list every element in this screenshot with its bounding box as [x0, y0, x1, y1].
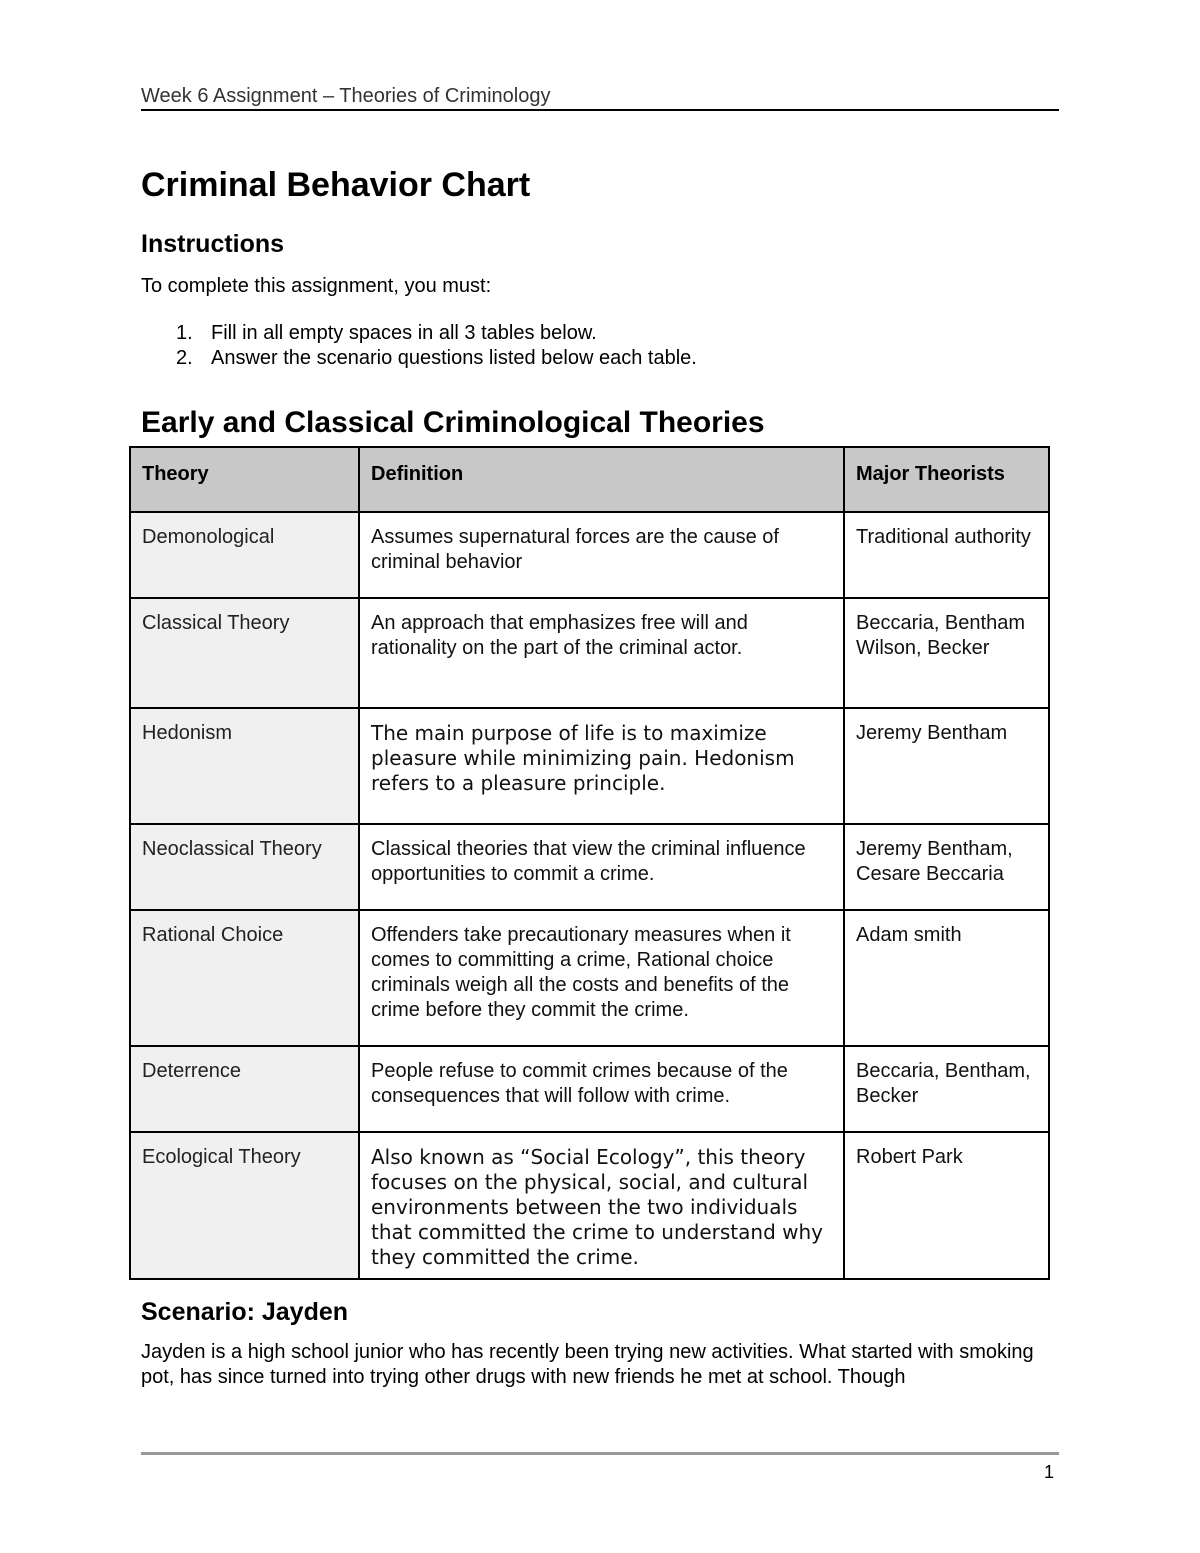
- column-header-definition: Definition: [359, 447, 844, 512]
- theory-cell: Ecological Theory: [130, 1132, 359, 1279]
- scenario-text: Jayden is a high school junior who has recently been trying new activities. What started with smoking pot, has since turned into trying other drugs with new friends he met at school. Though: [141, 1341, 1034, 1388]
- table-row: [130, 598, 1049, 708]
- theorists-cell: Adam smith: [844, 910, 1049, 1046]
- instruction-item: [141, 321, 697, 346]
- theory-cell: Neoclassical Theory: [130, 824, 359, 910]
- table-row: [130, 910, 1049, 1046]
- theory-cell: Rational Choice: [130, 910, 359, 1046]
- theorists-cell: Robert Park: [844, 1132, 1049, 1279]
- table-header-row: [130, 447, 1049, 512]
- column-header-theorists: Major Theorists: [844, 447, 1049, 512]
- table-row: [130, 1046, 1049, 1132]
- instructions-list: [141, 321, 697, 371]
- definition-cell: The main purpose of life is to maximize pleasure while minimizing pain. Hedonism refers to a pleasure principle.: [359, 708, 844, 824]
- definition-cell: People refuse to commit crimes because of the consequences that will follow with crime.: [359, 1046, 844, 1132]
- definition-cell: Assumes supernatural forces are the cause of criminal behavior: [359, 512, 844, 598]
- table-row: [130, 1132, 1049, 1279]
- running-header: Week 6 Assignment – Theories of Criminology: [141, 85, 551, 107]
- theorists-cell: Traditional authority: [844, 512, 1049, 598]
- table-row: [130, 708, 1049, 824]
- definition-cell: Offenders take precautionary measures when it comes to committing a crime, Rational choice criminals weigh all the costs and benefits of the crime before they commit the crime.: [359, 910, 844, 1046]
- theorists-cell: Jeremy Bentham: [844, 708, 1049, 824]
- definition-cell: An approach that emphasizes free will and rationality on the part of the criminal actor.: [359, 598, 844, 708]
- instruction-item: [141, 346, 697, 371]
- theorists-cell: Beccaria, Bentham, Becker: [844, 1046, 1049, 1132]
- definition-cell: Classical theories that view the criminal influence opportunities to commit a crime.: [359, 824, 844, 910]
- table-row: [130, 824, 1049, 910]
- theorists-cell: Beccaria, Bentham Wilson, Becker: [844, 598, 1049, 708]
- theory-cell: Deterrence: [130, 1046, 359, 1132]
- instruction-text: Fill in all empty spaces in all 3 tables below.: [211, 322, 597, 344]
- footer-rule: [141, 1452, 1059, 1455]
- theory-cell: Hedonism: [130, 708, 359, 824]
- table-row: [130, 512, 1049, 598]
- instruction-number: 1.: [176, 322, 193, 344]
- page-number: 1: [1044, 1462, 1055, 1482]
- scenario-heading: Scenario: Jayden: [141, 1298, 349, 1326]
- theorists-cell: Jeremy Bentham, Cesare Beccaria: [844, 824, 1049, 910]
- instruction-number: 2.: [176, 347, 193, 369]
- definition-cell: Also known as “Social Ecology”, this theory focuses on the physical, social, and cultural environments between the two individuals that committed the crime to understand why they committed the crime.: [359, 1132, 844, 1279]
- theory-cell: Classical Theory: [130, 598, 359, 708]
- instruction-text: Answer the scenario questions listed below each table.: [211, 347, 697, 369]
- theory-cell: Demonological: [130, 512, 359, 598]
- document-title: Criminal Behavior Chart: [141, 166, 531, 204]
- section-heading: Early and Classical Criminological Theories: [141, 406, 765, 439]
- instructions-intro: To complete this assignment, you must:: [141, 275, 492, 297]
- theories-table: [129, 446, 1050, 1280]
- instructions-heading: Instructions: [141, 230, 285, 258]
- column-header-theory: Theory: [130, 447, 359, 512]
- header-rule: [141, 109, 1059, 111]
